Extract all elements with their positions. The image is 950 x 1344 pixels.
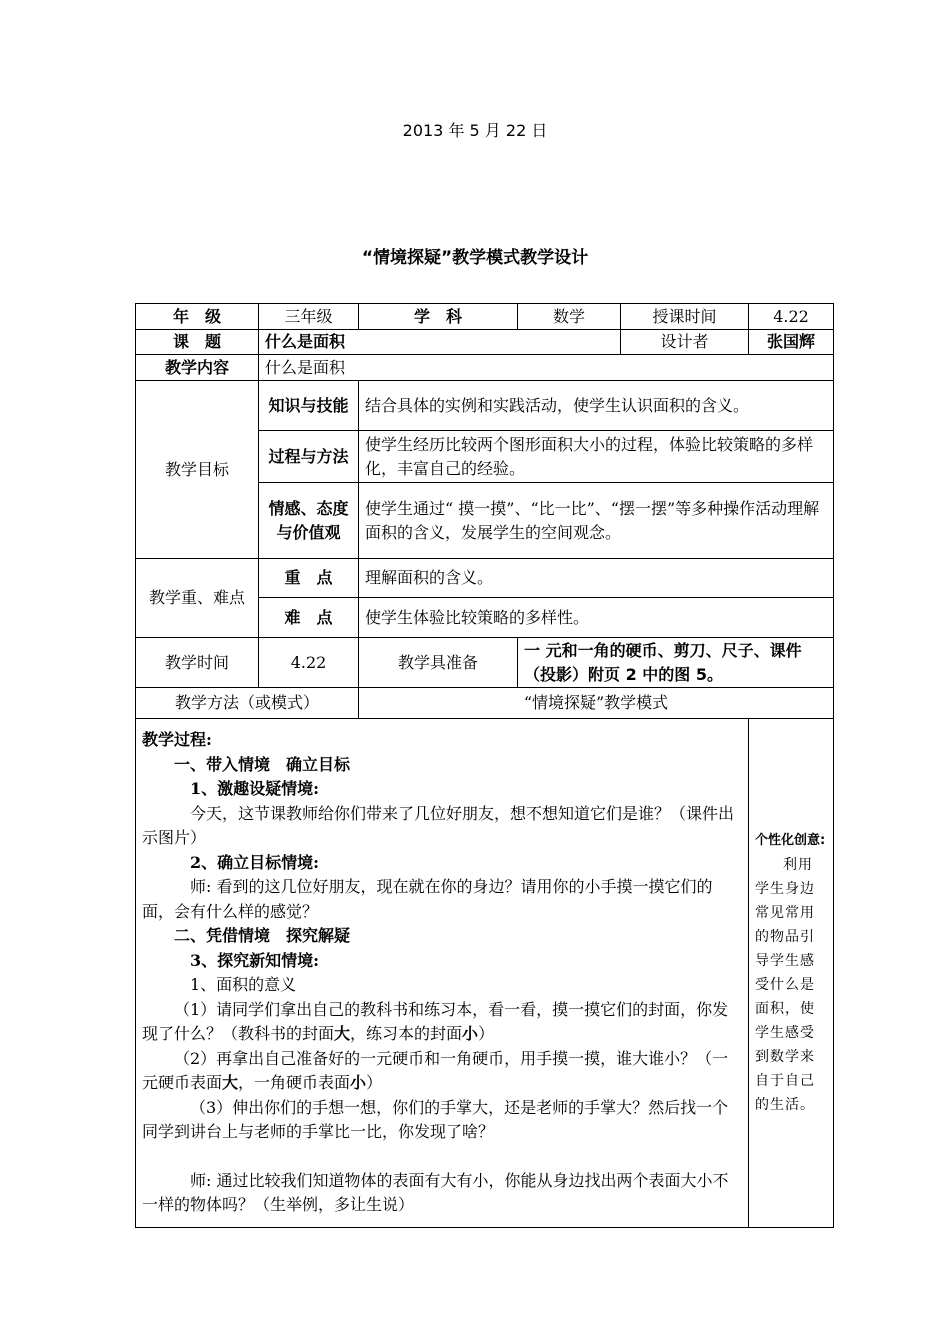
goal-knowledge-label: 知识与技能: [259, 381, 359, 431]
topic-label: 课 题: [136, 330, 259, 355]
content-value: 什么是面积: [259, 355, 834, 381]
goal-emotion-label-line2: 与价值观: [276, 522, 341, 542]
goal-emotion-text: 使学生通过“ 摸一摸”、“比一比”、“摆一摆”等多种操作活动理解面积的含义，发展学生的空间观念。: [359, 483, 834, 559]
designer-value: 张国辉: [749, 330, 834, 355]
difficulty-label: 难 点: [259, 598, 359, 638]
process-item-2: （2）再拿出自己准备好的一元硬币和一角硬币，用手摸一摸，谁大谁小？（一元硬币表面大，一角硬币表面小）: [142, 1048, 729, 1093]
teaching-time-value: 4.22: [259, 638, 359, 688]
process-paragraph-1: 今天，这节课教师给你们带来了几位好朋友，想不想知道它们是谁？（课件出示图片）: [142, 803, 735, 848]
tools-label: 教学具准备: [359, 638, 518, 688]
teaching-time-label: 教学时间: [136, 638, 259, 688]
class-time-label: 授课时间: [621, 304, 749, 330]
creativity-title: 个性化创意:: [755, 833, 826, 848]
process-step-2: 2、确立目标情境:: [190, 852, 320, 872]
content-label: 教学内容: [136, 355, 259, 381]
process-section-1: 一、带入情境 确立目标: [174, 754, 351, 774]
process-step-3: 3、探究新知情境:: [190, 950, 320, 970]
method-label: 教学方法（或模式）: [136, 688, 359, 719]
topic-value: 什么是面积: [259, 330, 621, 355]
goal-process-label: 过程与方法: [259, 431, 359, 483]
grade-value: 三年级: [259, 304, 359, 330]
goal-emotion-label: [259, 483, 359, 559]
designer-label: 设计者: [621, 330, 749, 355]
lesson-design-table: [135, 303, 834, 1228]
difficulty-text: 使学生体验比较策略的多样性。: [359, 598, 834, 638]
subject-value: 数学: [518, 304, 621, 330]
creativity-text: 利用学生身边常见常用的物品引导学生感受什么是面积，使学生感受到数学来自于自己的生活。: [755, 857, 816, 1113]
tools-text: 一 元和一角的硬币、剪刀、尺子、课件（投影）附页 2 中的图 5。: [518, 638, 834, 688]
process-subheading: 1、面积的意义: [190, 975, 297, 995]
key-point-text: 理解面积的含义。: [359, 559, 834, 598]
teaching-process: [136, 719, 749, 1228]
process-paragraph-3: 师: 通过比较我们知道物体的表面有大有小，你能从身边找出两个表面大小不一样的物体吗？（生举例，多让生说）: [142, 1170, 729, 1215]
method-value: “情境探疑”教学模式: [359, 688, 834, 719]
class-time-value: 4.22: [749, 304, 834, 330]
process-section-2: 二、凭借情境 探究解疑: [174, 926, 351, 946]
personal-creativity: [749, 719, 834, 1228]
key-point-label: 重 点: [259, 559, 359, 598]
subject-label: 学 科: [359, 304, 518, 330]
document-date: 2013 年 5 月 22 日: [402, 121, 548, 140]
process-heading: 教学过程:: [142, 730, 212, 750]
process-step-1: 1、激趣设疑情境:: [190, 779, 320, 799]
document-title: “情境探疑”教学模式教学设计: [361, 248, 589, 268]
goal-emotion-label-line1: 情感、态度: [268, 498, 349, 518]
process-item-3: （3）伸出你们的手想一想，你们的手掌大，还是老师的手掌大？然后找一个同学到讲台上与老师的手掌比一比，你发现了啥？: [142, 1097, 729, 1142]
process-item-1: （1）请同学们拿出自己的教科书和练习本，看一看，摸一摸它们的封面，你发现了什么？（教科书的封面大，练习本的封面小）: [142, 999, 729, 1044]
process-paragraph-2: 师: 看到的这几位好朋友，现在就在你的身边？请用你的小手摸一摸它们的面，会有什么样的感觉？: [142, 877, 713, 921]
keypoints-label: 教学重、难点: [136, 559, 259, 638]
goal-process-text: 使学生经历比较两个图形面积大小的过程，体验比较策略的多样化，丰富自己的经验。: [359, 431, 834, 483]
goals-label: 教学目标: [136, 381, 259, 559]
grade-label: 年 级: [136, 304, 259, 330]
process-spacer: [142, 1145, 742, 1169]
goal-knowledge-text: 结合具体的实例和实践活动，使学生认识面积的含义。: [359, 381, 834, 431]
